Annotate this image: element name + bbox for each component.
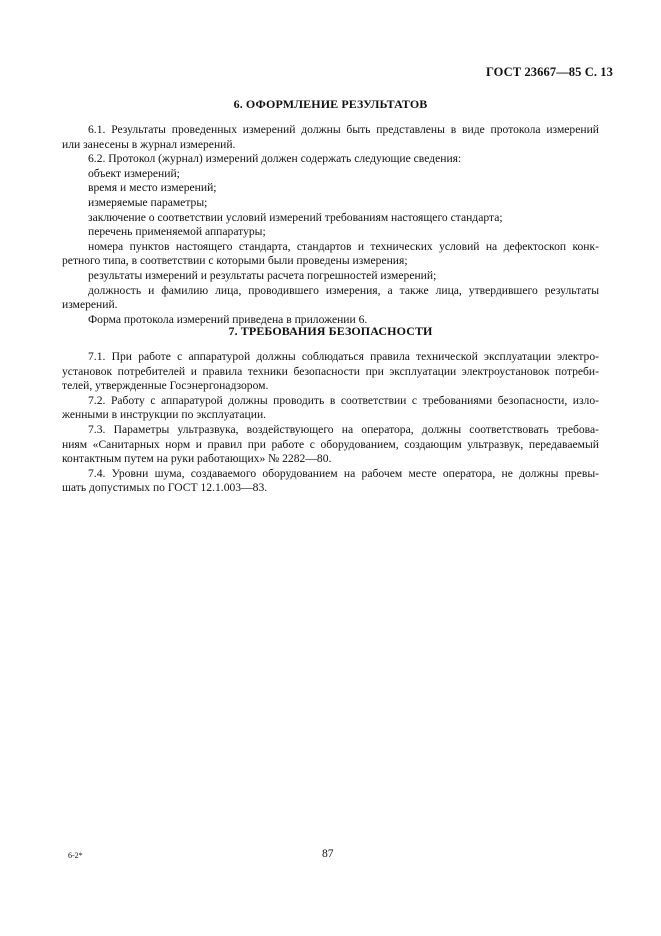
list-item: время и место измерений;	[88, 181, 217, 195]
paragraph-line: 7.2. Работу с аппаратурой должны проводить в соответствии с требованиями безопасности, изло-	[88, 393, 599, 407]
section-6-body	[62, 123, 599, 327]
list-item-continuation: измерений.	[62, 298, 118, 312]
page-header: ГОСТ 23667—85 С. 13	[485, 65, 613, 79]
page-number: 87	[322, 847, 334, 860]
paragraph-line: ниям «Санитарных норм и правил при работе с оборудованием, создающим ультразвук, передаваемый	[62, 437, 599, 451]
paragraph-line: установок потребителей и правила техники безопасности при эксплуатации электроустановок потреби-	[62, 364, 599, 378]
paragraph-line: телей, утвержденные Госэнергонадзором.	[62, 379, 269, 393]
paragraph-line: 7.3. Параметры ультразвука, воздействующего на оператора, должны соответствовать требова-	[88, 422, 599, 436]
section-7-body	[62, 350, 599, 496]
paragraph-line: 7.1. При работе с аппаратурой должны соблюдаться правила технической эксплуатации электро-	[88, 350, 599, 363]
paragraph-line: шать допустимых по ГОСТ 12.1.003—83.	[62, 481, 268, 495]
list-item: перечень применяемой аппаратуры;	[88, 225, 266, 239]
section-7-title: 7. ТРЕБОВАНИЯ БЕЗОПАСНОСТИ	[228, 324, 433, 338]
list-item-continuation: ретного типа, в соответствии с которыми были проведены измерения;	[62, 254, 408, 268]
paragraph-line: или занесены в журнал измерений.	[62, 137, 236, 151]
section-6-title: 6. ОФОРМЛЕНИЕ РЕЗУЛЬТАТОВ	[233, 97, 428, 111]
paragraph-line: контактным путем на руки работающих» № 2282—80.	[62, 452, 332, 466]
paragraph-line: Форма протокола измерений приведена в приложении 6.	[88, 312, 368, 326]
paragraph-line: 6.1. Результаты проведенных измерений должны быть представлены в виде протокола измерений	[88, 123, 599, 136]
list-item: измеряемые параметры;	[88, 195, 208, 209]
list-item: результаты измерений и результаты расчета погрешностей измерений;	[88, 268, 437, 282]
list-item: номера пунктов настоящего стандарта, стандартов и технических условий на дефектоскоп конк-	[88, 239, 599, 253]
paragraph-line: женными в инструкции по эксплуатации.	[62, 408, 267, 422]
list-item: заключение о соответствии условий измерений требованиям настоящего стандарта;	[88, 210, 503, 224]
paragraph-line: 6.2. Протокол (журнал) измерений должен содержать следующие сведения:	[88, 152, 462, 166]
list-item: объект измерений;	[88, 166, 180, 180]
list-item: должность и фамилию лица, проводившего измерения, а также лица, утвердившего результаты	[88, 283, 599, 297]
paragraph-line: 7.4. Уровни шума, создаваемого оборудованием на рабочем месте оператора, не должны превы-	[88, 466, 599, 480]
sheet-mark: 6-2*	[68, 851, 83, 860]
